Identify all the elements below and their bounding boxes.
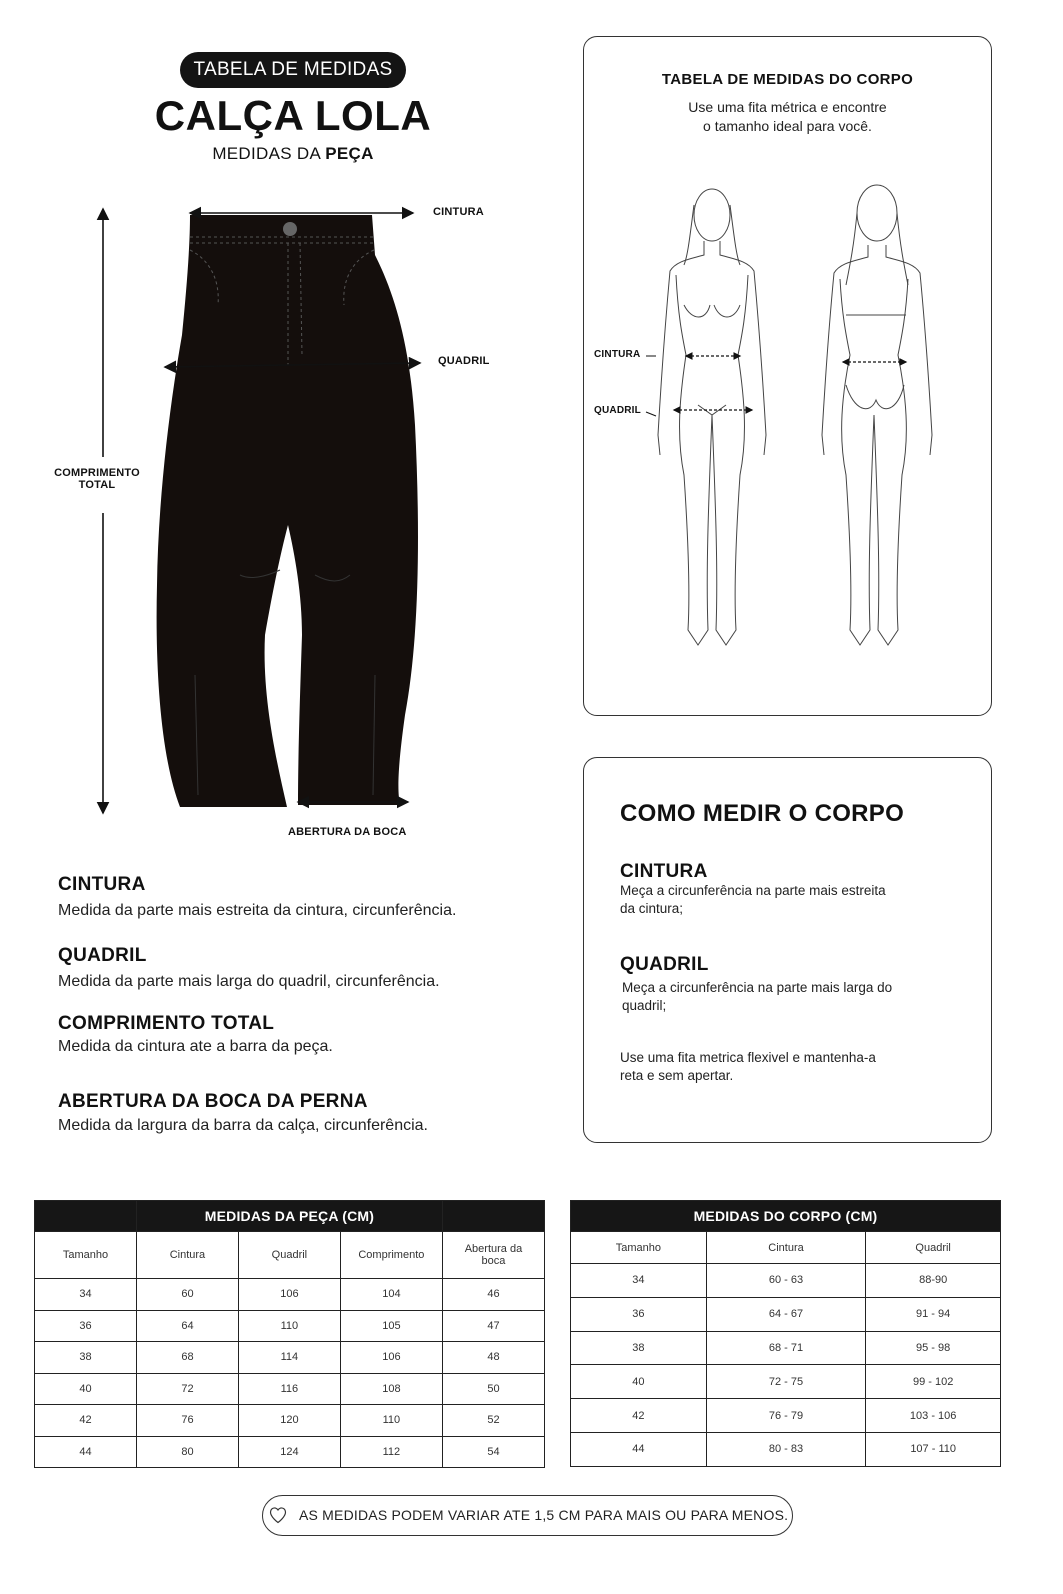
how-to-note-line1: Use uma fita metrica flexivel e mantenha-a [620, 1050, 876, 1065]
desc-hip-text: Medida da parte mais larga do quadril, circunferência. [58, 973, 440, 990]
table-cell: 80 [136, 1436, 238, 1468]
desc-hem-text: Medida da largura da barra da calça, circunferência. [58, 1117, 428, 1134]
table-cell: 54 [442, 1436, 544, 1468]
how-to-waist-line1: Meça a circunferência na parte mais estreita [620, 883, 886, 898]
desc-waist-title: CINTURA [58, 874, 146, 895]
table-cell: 38 [571, 1331, 707, 1365]
how-to-hip-text [622, 979, 892, 1015]
table-cell: 120 [238, 1405, 340, 1437]
table-cell: 60 [136, 1279, 238, 1311]
table-cell: 46 [442, 1279, 544, 1311]
table-row [571, 1399, 1001, 1433]
table-cell: 99 - 102 [866, 1365, 1001, 1399]
table-cell: 80 - 83 [706, 1432, 866, 1466]
body-size-table [570, 1200, 1001, 1467]
table-row [571, 1264, 1001, 1298]
table-row [571, 1297, 1001, 1331]
body-table-title-row [571, 1201, 1001, 1232]
label-length-line2: TOTAL [78, 479, 116, 491]
table-row [571, 1365, 1001, 1399]
body-label-hip: QUADRIL [594, 405, 641, 416]
garment-table-spacer [35, 1201, 137, 1232]
how-to-waist-line2: da cintura; [620, 901, 684, 916]
table-cell: 76 - 79 [706, 1399, 866, 1433]
variation-notice: AS MEDIDAS PODEM VARIAR ATE 1,5 CM PARA MAIS OU PARA MENOS. [262, 1495, 793, 1536]
page-title: CALÇA LOLA [154, 92, 432, 139]
table-cell: 112 [340, 1436, 442, 1468]
table-cell: 124 [238, 1436, 340, 1468]
column-header: Quadril [866, 1232, 1001, 1264]
column-header: Tamanho [35, 1232, 137, 1279]
table-cell: 116 [238, 1373, 340, 1405]
how-to-waist-title: CINTURA [620, 861, 708, 882]
column-header: Comprimento [340, 1232, 442, 1279]
desc-hem [58, 1091, 428, 1135]
how-to-hip-line1: Meça a circunferência na parte mais larga do [622, 980, 893, 995]
table-cell: 40 [571, 1365, 707, 1399]
table-row [35, 1373, 545, 1405]
desc-waist [58, 874, 456, 920]
table-cell: 72 [136, 1373, 238, 1405]
label-length-line1: COMPRIMENTO [54, 467, 140, 479]
table-cell: 95 - 98 [866, 1331, 1001, 1365]
body-figures-illustration [640, 175, 960, 655]
desc-hip-title: QUADRIL [58, 945, 147, 966]
table-cell: 108 [340, 1373, 442, 1405]
table-row [571, 1432, 1001, 1466]
table-cell: 107 - 110 [866, 1432, 1001, 1466]
table-cell: 105 [340, 1310, 442, 1342]
header-badge: TABELA DE MEDIDAS [180, 52, 406, 88]
table-cell: 64 [136, 1310, 238, 1342]
table-cell: 42 [571, 1399, 707, 1433]
body-table-header-row [571, 1232, 1001, 1264]
table-row [35, 1310, 545, 1342]
table-cell: 60 - 63 [706, 1264, 866, 1298]
table-cell: 47 [442, 1310, 544, 1342]
garment-table-title: MEDIDAS DA PEÇA (CM) [136, 1201, 442, 1232]
body-table-title: MEDIDAS DO CORPO (CM) [571, 1201, 1001, 1232]
desc-hem-title: ABERTURA DA BOCA DA PERNA [58, 1091, 368, 1112]
garment-table-spacer [442, 1201, 544, 1232]
column-header: Cintura [706, 1232, 866, 1264]
table-cell: 114 [238, 1342, 340, 1374]
desc-length [58, 1013, 333, 1056]
table-cell: 52 [442, 1405, 544, 1437]
label-waist: CINTURA [433, 206, 484, 218]
table-cell: 110 [238, 1310, 340, 1342]
body-label-waist: CINTURA [594, 349, 641, 360]
page-subtitle [130, 144, 456, 164]
table-cell: 44 [571, 1432, 707, 1466]
body-panel-sub-line2: o tamanho ideal para você. [703, 118, 872, 134]
column-header: Tamanho [571, 1232, 707, 1264]
how-to-waist-text [620, 882, 886, 918]
table-cell: 91 - 94 [866, 1297, 1001, 1331]
table-cell: 106 [238, 1279, 340, 1311]
table-cell: 72 - 75 [706, 1365, 866, 1399]
pants-illustration [40, 195, 520, 845]
table-cell: 104 [340, 1279, 442, 1311]
garment-size-table [34, 1200, 545, 1468]
column-header: Abertura da boca [442, 1232, 544, 1279]
subtitle-bold: PEÇA [325, 144, 374, 163]
desc-waist-text: Medida da parte mais estreita da cintura, circunferência. [58, 902, 457, 919]
how-to-title: COMO MEDIR O CORPO [620, 800, 905, 827]
table-cell: 68 - 71 [706, 1331, 866, 1365]
desc-length-title: COMPRIMENTO TOTAL [58, 1013, 275, 1034]
table-cell: 42 [35, 1405, 137, 1437]
table-cell: 103 - 106 [866, 1399, 1001, 1433]
table-cell: 36 [571, 1297, 707, 1331]
table-cell: 38 [35, 1342, 137, 1374]
heart-icon [268, 1505, 288, 1525]
table-cell: 88-90 [866, 1264, 1001, 1298]
table-row [571, 1331, 1001, 1365]
table-row [35, 1279, 545, 1311]
label-length [52, 467, 142, 491]
table-cell: 106 [340, 1342, 442, 1374]
how-to-hip-line2: quadril; [622, 998, 667, 1013]
table-cell: 64 - 67 [706, 1297, 866, 1331]
garment-table-title-row [35, 1201, 545, 1232]
how-to-hip-title: QUADRIL [620, 954, 709, 975]
body-panel-subtitle [583, 98, 992, 136]
garment-table-header-row [35, 1232, 545, 1279]
how-to-note-line2: reta e sem apertar. [620, 1068, 734, 1083]
table-cell: 48 [442, 1342, 544, 1374]
column-header: Cintura [136, 1232, 238, 1279]
table-cell: 68 [136, 1342, 238, 1374]
label-hip: QUADRIL [438, 355, 490, 367]
label-hem: ABERTURA DA BOCA [288, 826, 407, 838]
table-cell: 76 [136, 1405, 238, 1437]
table-cell: 34 [35, 1279, 137, 1311]
table-cell: 36 [35, 1310, 137, 1342]
table-cell: 110 [340, 1405, 442, 1437]
desc-hip [58, 945, 440, 991]
table-cell: 40 [35, 1373, 137, 1405]
table-cell: 44 [35, 1436, 137, 1468]
table-row [35, 1405, 545, 1437]
table-cell: 34 [571, 1264, 707, 1298]
column-header: Quadril [238, 1232, 340, 1279]
desc-length-text: Medida da cintura ate a barra da peça. [58, 1038, 333, 1055]
how-to-note [620, 1049, 876, 1085]
body-panel-sub-line1: Use uma fita métrica e encontre [688, 99, 887, 115]
table-row [35, 1342, 545, 1374]
body-panel-title: TABELA DE MEDIDAS DO CORPO [661, 71, 914, 88]
table-cell: 50 [442, 1373, 544, 1405]
subtitle-text: MEDIDAS DA [212, 144, 326, 163]
table-row [35, 1436, 545, 1468]
